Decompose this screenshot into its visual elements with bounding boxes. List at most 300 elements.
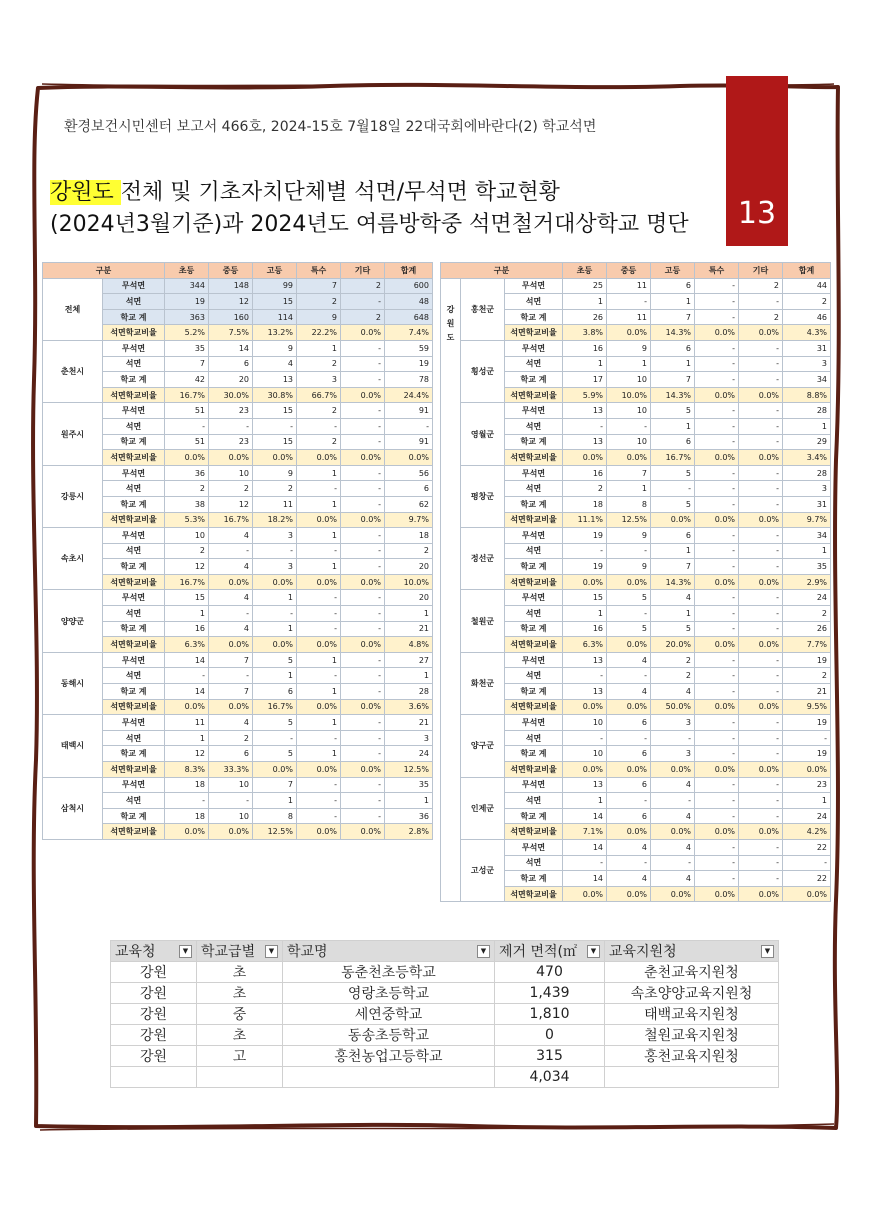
data-cell: 4 bbox=[607, 684, 651, 700]
empty-cell bbox=[283, 1067, 495, 1088]
data-cell: 10 bbox=[209, 777, 253, 793]
data-cell: 0.0% bbox=[253, 574, 297, 590]
table-row bbox=[111, 1004, 779, 1025]
data-cell: 46 bbox=[783, 309, 831, 325]
data-cell: 홍천농업고등학교 bbox=[283, 1046, 495, 1067]
data-cell: - bbox=[341, 294, 385, 310]
data-cell: - bbox=[739, 652, 783, 668]
data-cell: 31 bbox=[783, 496, 831, 512]
data-cell: 13 bbox=[563, 777, 607, 793]
data-cell: 7.5% bbox=[209, 325, 253, 341]
header-cell bbox=[495, 941, 605, 962]
data-cell: 6.3% bbox=[563, 637, 607, 653]
header-label: 학교명 bbox=[287, 944, 328, 960]
data-cell: 7.4% bbox=[385, 325, 433, 341]
row-label: 학교 계 bbox=[505, 621, 563, 637]
region-cell: 홍천군 bbox=[461, 278, 505, 340]
data-cell: 11.1% bbox=[563, 512, 607, 528]
data-cell: 8 bbox=[253, 808, 297, 824]
data-cell: 0.0% bbox=[563, 886, 607, 902]
data-cell: 1 bbox=[783, 543, 831, 559]
data-cell: 50.0% bbox=[651, 699, 695, 715]
data-cell: 0.0% bbox=[783, 886, 831, 902]
data-cell: 21 bbox=[783, 684, 831, 700]
data-cell: - bbox=[341, 715, 385, 731]
data-cell: - bbox=[341, 559, 385, 575]
data-cell: - bbox=[607, 294, 651, 310]
data-cell: 9 bbox=[253, 465, 297, 481]
data-cell: 18 bbox=[165, 808, 209, 824]
row-label: 무석면 bbox=[505, 777, 563, 793]
data-cell: - bbox=[253, 730, 297, 746]
data-cell: 강원 bbox=[111, 983, 197, 1004]
data-cell: - bbox=[607, 543, 651, 559]
data-cell: 51 bbox=[165, 403, 209, 419]
data-cell: 0 bbox=[495, 1025, 605, 1046]
region-cell: 강릉시 bbox=[43, 465, 103, 527]
data-cell: 3 bbox=[253, 559, 297, 575]
data-cell: 470 bbox=[495, 962, 605, 983]
data-cell: - bbox=[695, 746, 739, 762]
data-cell: 1 bbox=[297, 465, 341, 481]
data-cell: 13 bbox=[563, 652, 607, 668]
data-cell: 2 bbox=[563, 481, 607, 497]
data-cell: 0.0% bbox=[563, 762, 607, 778]
data-cell: 0.0% bbox=[607, 637, 651, 653]
data-cell: 0.0% bbox=[253, 637, 297, 653]
data-cell: 12 bbox=[209, 496, 253, 512]
data-cell: 5 bbox=[253, 715, 297, 731]
data-cell: 21 bbox=[385, 715, 433, 731]
data-cell: - bbox=[695, 606, 739, 622]
data-cell: 10.0% bbox=[385, 574, 433, 590]
data-cell: 6 bbox=[651, 528, 695, 544]
data-cell: 3 bbox=[651, 715, 695, 731]
data-cell: 1 bbox=[783, 418, 831, 434]
region-cell: 횡성군 bbox=[461, 340, 505, 402]
title-line-2: (2024년3월기준)과 2024년도 여름방학중 석면철거대상학교 명단 bbox=[50, 212, 689, 237]
row-label: 석면학교비율 bbox=[103, 637, 165, 653]
row-label: 학교 계 bbox=[103, 808, 165, 824]
data-cell: 0.0% bbox=[253, 450, 297, 466]
data-cell: 11 bbox=[607, 309, 651, 325]
data-cell: 2 bbox=[297, 403, 341, 419]
row-label: 석면학교비율 bbox=[505, 450, 563, 466]
total-cell: 4,034 bbox=[495, 1067, 605, 1088]
data-cell: 3 bbox=[297, 372, 341, 388]
filter-dropdown-icon[interactable]: ▼ bbox=[179, 945, 192, 958]
data-cell: - bbox=[695, 356, 739, 372]
data-cell: 0.0% bbox=[209, 824, 253, 840]
data-cell: 1 bbox=[563, 294, 607, 310]
data-cell: 1 bbox=[563, 356, 607, 372]
table-row bbox=[441, 652, 831, 668]
table-row bbox=[441, 340, 831, 356]
empty-cell bbox=[197, 1067, 283, 1088]
data-cell: - bbox=[341, 528, 385, 544]
table-row bbox=[43, 590, 433, 606]
data-cell: 0.0% bbox=[297, 637, 341, 653]
data-cell: 19 bbox=[385, 356, 433, 372]
row-label: 석면 bbox=[505, 668, 563, 684]
data-cell: 14 bbox=[563, 808, 607, 824]
data-cell: 19 bbox=[563, 528, 607, 544]
data-cell: - bbox=[739, 559, 783, 575]
row-label: 무석면 bbox=[103, 403, 165, 419]
row-label: 무석면 bbox=[505, 278, 563, 294]
data-cell: 30.8% bbox=[253, 387, 297, 403]
data-cell: 초 bbox=[197, 962, 283, 983]
data-cell: 1 bbox=[607, 481, 651, 497]
table-row bbox=[43, 465, 433, 481]
data-cell: 3.4% bbox=[783, 450, 831, 466]
data-cell: 2 bbox=[783, 668, 831, 684]
row-label: 무석면 bbox=[103, 528, 165, 544]
data-cell: 48 bbox=[385, 294, 433, 310]
table-row bbox=[43, 340, 433, 356]
region-cell: 양구군 bbox=[461, 715, 505, 777]
data-cell: - bbox=[739, 839, 783, 855]
row-label: 무석면 bbox=[505, 465, 563, 481]
row-label: 석면 bbox=[103, 543, 165, 559]
data-cell: 0.0% bbox=[297, 762, 341, 778]
data-cell: 춘천교육지원청 bbox=[605, 962, 779, 983]
data-cell: 15 bbox=[165, 590, 209, 606]
data-cell: 2 bbox=[783, 294, 831, 310]
table-row bbox=[43, 403, 433, 419]
data-cell: 4 bbox=[209, 528, 253, 544]
data-cell: 0.0% bbox=[297, 824, 341, 840]
row-label: 석면 bbox=[103, 418, 165, 434]
filter-dropdown-icon[interactable]: ▼ bbox=[587, 945, 600, 958]
data-cell: 3 bbox=[651, 746, 695, 762]
data-cell: - bbox=[253, 543, 297, 559]
data-cell: 0.0% bbox=[165, 699, 209, 715]
data-cell: 5 bbox=[253, 652, 297, 668]
data-cell: 18.2% bbox=[253, 512, 297, 528]
data-cell: 0.0% bbox=[297, 699, 341, 715]
row-label: 무석면 bbox=[103, 715, 165, 731]
region-cell: 전체 bbox=[43, 278, 103, 340]
data-cell: 1 bbox=[165, 606, 209, 622]
data-cell: 0.0% bbox=[341, 637, 385, 653]
data-cell: 강원 bbox=[111, 1046, 197, 1067]
row-label: 무석면 bbox=[103, 590, 165, 606]
data-cell: - bbox=[695, 543, 739, 559]
data-cell: 23 bbox=[209, 403, 253, 419]
data-cell: 4 bbox=[651, 777, 695, 793]
data-cell: - bbox=[341, 340, 385, 356]
data-cell: - bbox=[739, 356, 783, 372]
data-cell: - bbox=[563, 855, 607, 871]
data-cell: 10 bbox=[563, 715, 607, 731]
data-cell: 5 bbox=[651, 496, 695, 512]
data-cell: - bbox=[607, 668, 651, 684]
data-cell: 21 bbox=[385, 621, 433, 637]
row-label: 무석면 bbox=[505, 340, 563, 356]
data-cell: 0.0% bbox=[341, 762, 385, 778]
data-cell: 7 bbox=[651, 559, 695, 575]
data-cell: 6 bbox=[651, 278, 695, 294]
table-row bbox=[43, 528, 433, 544]
header-cell: 고등 bbox=[651, 263, 695, 279]
region-cell: 양양군 bbox=[43, 590, 103, 652]
data-cell: 7 bbox=[253, 777, 297, 793]
data-cell: 12 bbox=[209, 294, 253, 310]
header-cell bbox=[605, 941, 779, 962]
row-label: 학교 계 bbox=[505, 309, 563, 325]
data-cell: 4 bbox=[253, 356, 297, 372]
data-cell: - bbox=[739, 418, 783, 434]
data-cell: 27 bbox=[385, 652, 433, 668]
data-cell: 5 bbox=[607, 590, 651, 606]
data-cell: 14 bbox=[165, 684, 209, 700]
data-cell: 35 bbox=[165, 340, 209, 356]
data-cell: 7 bbox=[209, 652, 253, 668]
row-label: 석면 bbox=[103, 730, 165, 746]
data-cell: 28 bbox=[783, 403, 831, 419]
data-cell: 20 bbox=[209, 372, 253, 388]
data-cell: 20 bbox=[385, 590, 433, 606]
data-cell: - bbox=[739, 372, 783, 388]
data-cell: 1 bbox=[651, 606, 695, 622]
data-cell: 0.0% bbox=[297, 450, 341, 466]
data-cell: 4 bbox=[209, 590, 253, 606]
data-cell: - bbox=[385, 418, 433, 434]
data-cell: 1 bbox=[297, 496, 341, 512]
data-cell: - bbox=[695, 465, 739, 481]
page-number: 13 bbox=[737, 196, 777, 231]
data-cell: 0.0% bbox=[297, 574, 341, 590]
row-label: 무석면 bbox=[103, 652, 165, 668]
row-label: 학교 계 bbox=[505, 684, 563, 700]
data-cell: 0.0% bbox=[651, 762, 695, 778]
filter-dropdown-icon[interactable]: ▼ bbox=[477, 945, 490, 958]
left-stats-table bbox=[42, 262, 433, 840]
region-cell: 인제군 bbox=[461, 777, 505, 839]
data-cell: 14.3% bbox=[651, 574, 695, 590]
data-cell: 1 bbox=[297, 715, 341, 731]
row-label: 석면 bbox=[103, 356, 165, 372]
data-cell: - bbox=[695, 403, 739, 419]
data-cell: 0.0% bbox=[739, 387, 783, 403]
data-cell: 19 bbox=[783, 652, 831, 668]
data-cell: - bbox=[695, 481, 739, 497]
data-cell: 태백교육지원청 bbox=[605, 1004, 779, 1025]
data-cell: 0.0% bbox=[341, 325, 385, 341]
data-cell: 0.0% bbox=[341, 824, 385, 840]
data-cell: 강원 bbox=[111, 962, 197, 983]
table-row bbox=[441, 528, 831, 544]
data-cell: 1 bbox=[385, 668, 433, 684]
data-cell: 철원교육지원청 bbox=[605, 1025, 779, 1046]
data-cell: 23 bbox=[783, 777, 831, 793]
table-row bbox=[441, 777, 831, 793]
data-cell: 19 bbox=[165, 294, 209, 310]
data-cell: 10.0% bbox=[607, 387, 651, 403]
table-row bbox=[43, 278, 433, 294]
data-cell: 2 bbox=[651, 668, 695, 684]
data-cell: - bbox=[695, 294, 739, 310]
region-cell: 춘천시 bbox=[43, 340, 103, 402]
data-cell: 2 bbox=[651, 652, 695, 668]
data-cell: 14 bbox=[563, 871, 607, 887]
data-cell: 0.0% bbox=[165, 450, 209, 466]
data-cell: 56 bbox=[385, 465, 433, 481]
data-cell: 16.7% bbox=[209, 512, 253, 528]
data-cell: 4 bbox=[607, 839, 651, 855]
data-cell: - bbox=[341, 621, 385, 637]
table-row bbox=[441, 715, 831, 731]
header-cell: 초등 bbox=[165, 263, 209, 279]
data-cell: 24.4% bbox=[385, 387, 433, 403]
data-cell: - bbox=[739, 465, 783, 481]
data-cell: - bbox=[341, 793, 385, 809]
data-cell: - bbox=[341, 590, 385, 606]
data-cell: 2 bbox=[297, 356, 341, 372]
data-cell: - bbox=[297, 590, 341, 606]
data-cell: - bbox=[695, 372, 739, 388]
row-label: 학교 계 bbox=[103, 372, 165, 388]
data-cell: 중 bbox=[197, 1004, 283, 1025]
data-cell: 11 bbox=[165, 715, 209, 731]
data-cell: 16 bbox=[563, 465, 607, 481]
row-label: 무석면 bbox=[505, 403, 563, 419]
data-cell: 5.9% bbox=[563, 387, 607, 403]
data-cell: 5.2% bbox=[165, 325, 209, 341]
data-cell: - bbox=[695, 590, 739, 606]
data-cell: 1 bbox=[651, 356, 695, 372]
data-cell: 0.0% bbox=[385, 450, 433, 466]
data-cell: - bbox=[607, 606, 651, 622]
title-highlight: 강원도 bbox=[50, 180, 121, 205]
data-cell: 0.0% bbox=[165, 824, 209, 840]
data-cell: 동춘천초등학교 bbox=[283, 962, 495, 983]
data-cell: - bbox=[695, 684, 739, 700]
row-label: 학교 계 bbox=[505, 871, 563, 887]
table-row bbox=[111, 962, 779, 983]
data-cell: 8.8% bbox=[783, 387, 831, 403]
title-line-1 bbox=[50, 178, 560, 208]
row-label: 무석면 bbox=[505, 528, 563, 544]
data-cell: - bbox=[341, 684, 385, 700]
data-cell: 12 bbox=[165, 746, 209, 762]
data-cell: 1 bbox=[783, 793, 831, 809]
region-cell: 정선군 bbox=[461, 528, 505, 590]
data-cell: 15 bbox=[253, 434, 297, 450]
data-cell: - bbox=[695, 777, 739, 793]
data-cell: 29 bbox=[783, 434, 831, 450]
data-cell: 2 bbox=[165, 543, 209, 559]
data-cell: - bbox=[341, 418, 385, 434]
data-cell: - bbox=[695, 855, 739, 871]
data-cell: 160 bbox=[209, 309, 253, 325]
data-cell: 15 bbox=[253, 294, 297, 310]
table-row bbox=[111, 1025, 779, 1046]
data-cell: 24 bbox=[385, 746, 433, 762]
data-cell: 9 bbox=[253, 340, 297, 356]
data-cell: 2 bbox=[253, 481, 297, 497]
data-cell: - bbox=[563, 668, 607, 684]
data-cell: 24 bbox=[783, 590, 831, 606]
data-cell: 9.5% bbox=[783, 699, 831, 715]
data-cell: 2 bbox=[783, 606, 831, 622]
data-cell: 강원 bbox=[111, 1025, 197, 1046]
data-cell: 34 bbox=[783, 528, 831, 544]
right-table-header bbox=[441, 263, 831, 279]
row-label: 석면학교비율 bbox=[505, 824, 563, 840]
data-cell: 0.0% bbox=[739, 886, 783, 902]
region-cell: 태백시 bbox=[43, 715, 103, 777]
row-label: 석면학교비율 bbox=[505, 762, 563, 778]
data-cell: - bbox=[739, 543, 783, 559]
data-cell: 3 bbox=[385, 730, 433, 746]
data-cell: - bbox=[209, 606, 253, 622]
data-cell: 2 bbox=[341, 278, 385, 294]
data-cell: 8.3% bbox=[165, 762, 209, 778]
header-label: 교육지원청 bbox=[609, 944, 677, 960]
data-cell: 1 bbox=[297, 559, 341, 575]
data-cell: - bbox=[695, 309, 739, 325]
data-cell: 0.0% bbox=[341, 512, 385, 528]
data-cell: - bbox=[341, 652, 385, 668]
data-cell: - bbox=[341, 543, 385, 559]
filter-dropdown-icon[interactable]: ▼ bbox=[761, 945, 774, 958]
data-cell: 18 bbox=[385, 528, 433, 544]
data-cell: - bbox=[695, 668, 739, 684]
data-cell: 2 bbox=[297, 294, 341, 310]
removal-schools-table bbox=[110, 940, 779, 1088]
data-cell: 5 bbox=[607, 621, 651, 637]
data-cell: 3.6% bbox=[385, 699, 433, 715]
data-cell: 1 bbox=[253, 668, 297, 684]
data-cell: - bbox=[739, 340, 783, 356]
filter-dropdown-icon[interactable]: ▼ bbox=[265, 945, 278, 958]
data-cell: 0.0% bbox=[739, 325, 783, 341]
data-cell: 1 bbox=[253, 793, 297, 809]
empty-cell bbox=[111, 1067, 197, 1088]
data-cell: 1,810 bbox=[495, 1004, 605, 1025]
data-cell: - bbox=[739, 871, 783, 887]
header-cell: 특수 bbox=[297, 263, 341, 279]
row-label: 석면학교비율 bbox=[505, 325, 563, 341]
region-cell: 원주시 bbox=[43, 403, 103, 465]
data-cell: - bbox=[739, 777, 783, 793]
data-cell: 6 bbox=[385, 481, 433, 497]
data-cell: 0.0% bbox=[739, 699, 783, 715]
region-cell: 속초시 bbox=[43, 528, 103, 590]
data-cell: 10 bbox=[209, 808, 253, 824]
row-label: 무석면 bbox=[505, 715, 563, 731]
header-cell: 합계 bbox=[385, 263, 433, 279]
data-cell: 1 bbox=[607, 356, 651, 372]
data-cell: - bbox=[739, 590, 783, 606]
row-label: 학교 계 bbox=[505, 496, 563, 512]
data-cell: 8 bbox=[607, 496, 651, 512]
total-row bbox=[111, 1067, 779, 1088]
data-cell: - bbox=[739, 496, 783, 512]
data-cell: - bbox=[209, 543, 253, 559]
data-cell: 0.0% bbox=[651, 886, 695, 902]
row-label: 석면학교비율 bbox=[103, 574, 165, 590]
data-cell: - bbox=[341, 465, 385, 481]
data-cell: - bbox=[695, 496, 739, 512]
data-cell: 5 bbox=[651, 465, 695, 481]
data-cell: 19 bbox=[783, 746, 831, 762]
data-cell: - bbox=[739, 855, 783, 871]
row-label: 학교 계 bbox=[103, 496, 165, 512]
data-cell: 6 bbox=[651, 340, 695, 356]
